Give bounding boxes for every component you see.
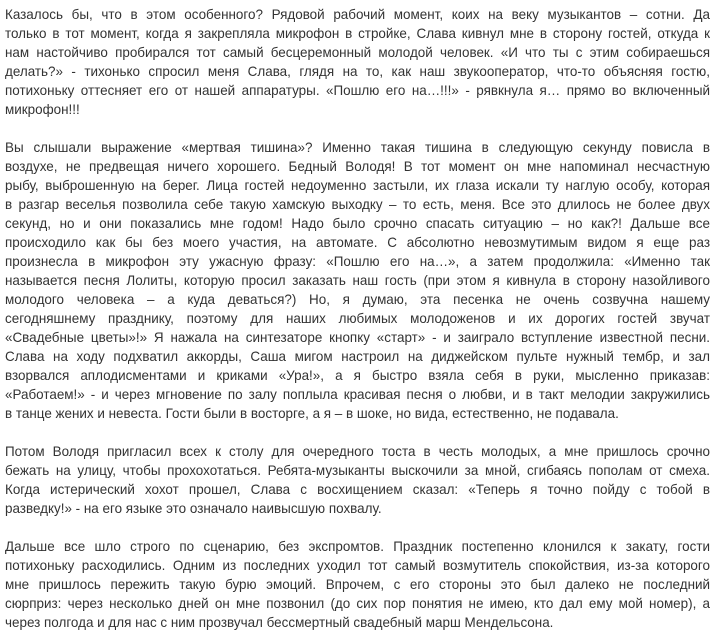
- text-line: микрофон!!!: [5, 102, 80, 117]
- text-line: «Работаем!» - и через мгновение по залу поплыла красивая песня о любви, и в такт мелодии закружились: [5, 387, 710, 402]
- paragraph-3: [5, 442, 710, 518]
- text-line: воздухе, не предвещая ничего хорошего. Бедный Володя! В тот момент он мне напоминал несчастную: [5, 159, 710, 174]
- paragraph-2: [5, 138, 710, 423]
- text-line: нам настойчиво пробирался тот самый бесцеремонный молодой человек. «И что ты с этим собираешься: [5, 45, 710, 60]
- text-line: потихоньку оттесняет его от нашей аппаратуры. «Пошлю его на…!!!» - рявкнула я… прямо во включенный: [5, 83, 710, 98]
- text-line: через полгода и для нас с ним прозвучал бессмертный свадебный марш Мендельсона.: [5, 615, 554, 630]
- text-line: сюрприз: через несколько дней он мне позвонил (до сих пор понятия не имею, кто дал ему мой номер), а: [5, 596, 710, 611]
- text-line: рыбу, выброшенную на берег. Лица гостей недоуменно застыли, их глаза искали ту наглую особу, которая: [5, 178, 710, 193]
- text-line: делать?» - тихонько спросил меня Слава, глядя на то, как наш звукооператор, что-то объясняя гостю,: [5, 64, 710, 79]
- text-line: Потом Володя пригласил всех к столу для очередного тоста в честь молодых, а мне пришлось срочно: [5, 444, 710, 459]
- text-line: «Свадебные цветы»!» Я нажала на синтезаторе кнопку «старт» - и заиграло вступление известной песни.: [5, 330, 710, 345]
- article-body: [5, 5, 710, 632]
- text-line: взорвался аплодисментами и криками «Ура!», а я быстро взяла себя в руки, мысленно приказав:: [5, 368, 710, 383]
- text-line: произнесла в микрофон эту ужасную фразу: «Пошлю его на…», а затем продолжила: «Именно так: [5, 254, 710, 269]
- text-line: молодого человека – а куда деваться?) Но, я думаю, эта песенка не очень созвучна нашему: [5, 292, 710, 307]
- text-line: бежать на улицу, чтобы прохохотаться. Ребята-музыканты выскочили за мной, сгибаясь пополам от смеха.: [5, 463, 710, 478]
- text-line: мне пришлось пережить такую бурю эмоций. Впрочем, с его стороны это был далеко не последний: [5, 577, 710, 592]
- text-line: сегодняшнему празднику, поэтому для наших любимых молодоженов и их дорогих гостей звучат: [5, 311, 710, 326]
- text-line: Слава на ходу подхватил аккорды, Саша мигом настроил на диджейском пульте нужный тембр, и зал: [5, 349, 710, 364]
- text-line: Казалось бы, что в этом особенного? Рядовой рабочий момент, коих на веку музыкантов – сотни. Да: [5, 7, 710, 22]
- text-line: Вы слышали выражение «мертвая тишина»? Именно такая тишина в следующую секунду повисла в: [5, 140, 710, 155]
- text-line: Когда истерический хохот прошел, Слава с восхищением сказал: «Теперь я точно пойду с тобой в: [5, 482, 710, 497]
- text-line: в разгар веселья позволила себе такую хамскую выходку – то есть, меня. Все это длилось не более двух: [5, 197, 710, 212]
- text-line: Дальше все шло строго по сценарию, без экспромтов. Праздник постепенно клонился к закату, гости: [5, 539, 710, 554]
- text-line: происходило как бы без моего участия, на автомате. С абсолютно невозмутимым видом я еще раз: [5, 235, 710, 250]
- paragraph-4: [5, 537, 710, 632]
- text-line: потихоньку расходились. Одним из последних уходил тот самый возмутитель спокойствия, из-за которого: [5, 558, 710, 573]
- text-line: называется песня Лолиты, которую просил заказать наш гость (при этом я кивнула в сторону назойливого: [5, 273, 710, 288]
- text-line: разведку!» - на его языке это означало наивысшую похвалу.: [5, 501, 382, 516]
- text-line: в танце жених и невеста. Гости были в восторге, а я – в шоке, но вида, естественно, не подавала.: [5, 406, 619, 421]
- paragraph-1: [5, 5, 710, 119]
- text-line: секунд, но и они показались мне годом! Надо было срочно спасать ситуацию – но как?! Дальше все: [5, 216, 710, 231]
- text-line: только в тот момент, когда я закрепляла микрофон в стройке, Слава кивнул мне в сторону гостей, откуда к: [5, 26, 710, 41]
